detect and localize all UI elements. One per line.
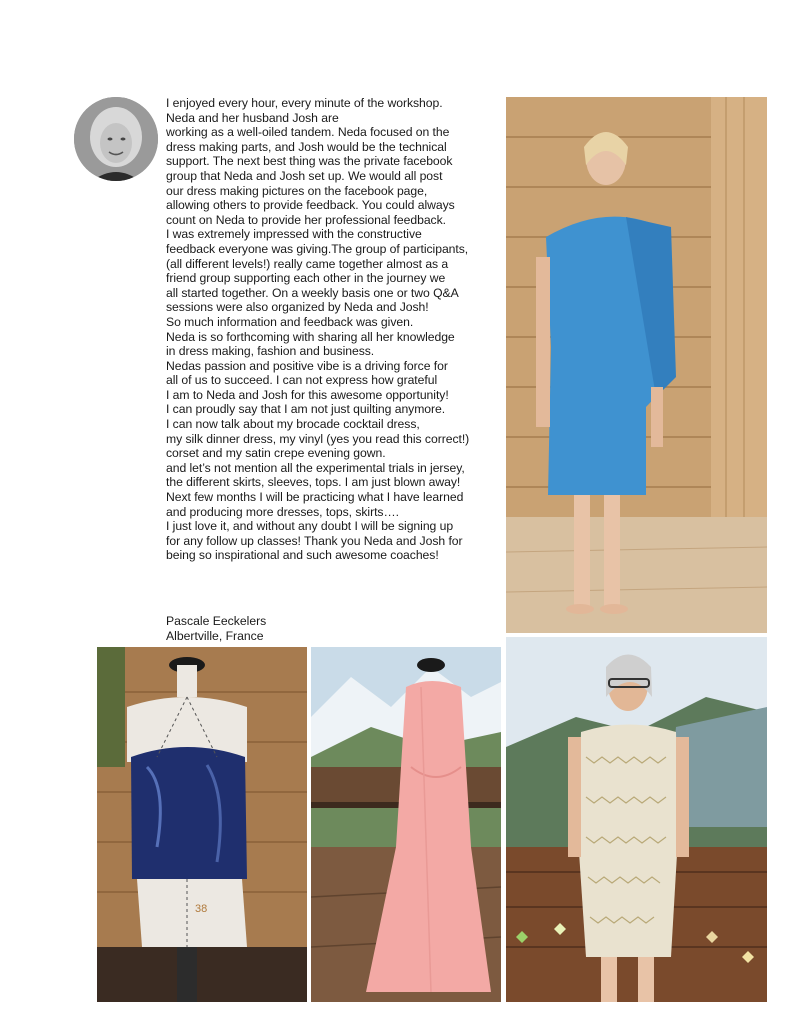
blue-dress-photo: [506, 97, 767, 633]
testimonial-text: I enjoyed every hour, every minute of the workshop. Neda and her husband Josh are working as a well-oiled tandem. Neda focused on the dress making parts, and Josh would be the technical support. The next best thing was the private facebook group that Neda and Josh set up. We would all post our dress making pictures on the facebook page, allowing others to provide feedback. You could always count on Neda to provide her professional feedback. I was extremely impressed with the constructive feedback everyone was giving.The group of participants, (all different levels!) really came together almost as a friend group supporting each other in the journey we all started together. On a weekly basis one or two Q&A sessions were also organized by Neda and Josh! So much information and feedback was given. Neda is so forthcoming with sharing all her knowledge in dress making, fashion and business. Nedas passion and positive vibe is a driving force for all of us to succeed. I can not express how grateful I am to Neda and Josh for this awesome opportunity! I can proudly say that I am not just quilting anymore. I can now talk about my brocade cocktail dress, my silk dinner dress, my vinyl (yes you read this correct!) corset and my satin crepe evening gown. and let’s not mention all the experimental trials in jersey, the different skirts, sleeves, tops. I am just blown away! Next few months I will be practicing what I have learned and producing more dresses, tops, skirts…. I just love it, and without any doubt I will be signing up for any follow up classes! Thank you Neda and Josh for being so inspirational and such awesome coaches!: [166, 96, 470, 563]
testimonial-signature: [166, 614, 466, 644]
corset-mannequin-photo: [97, 647, 307, 1002]
pink-gown-photo: [311, 647, 501, 1002]
mannequin-size-label: 38: [195, 903, 208, 915]
brocade-dress-photo: [506, 637, 767, 1002]
author-location: Albertville, France: [166, 629, 264, 643]
author-avatar: [74, 97, 158, 181]
author-name: Pascale Eeckelers: [166, 614, 267, 628]
author-portrait-image: [74, 97, 158, 181]
